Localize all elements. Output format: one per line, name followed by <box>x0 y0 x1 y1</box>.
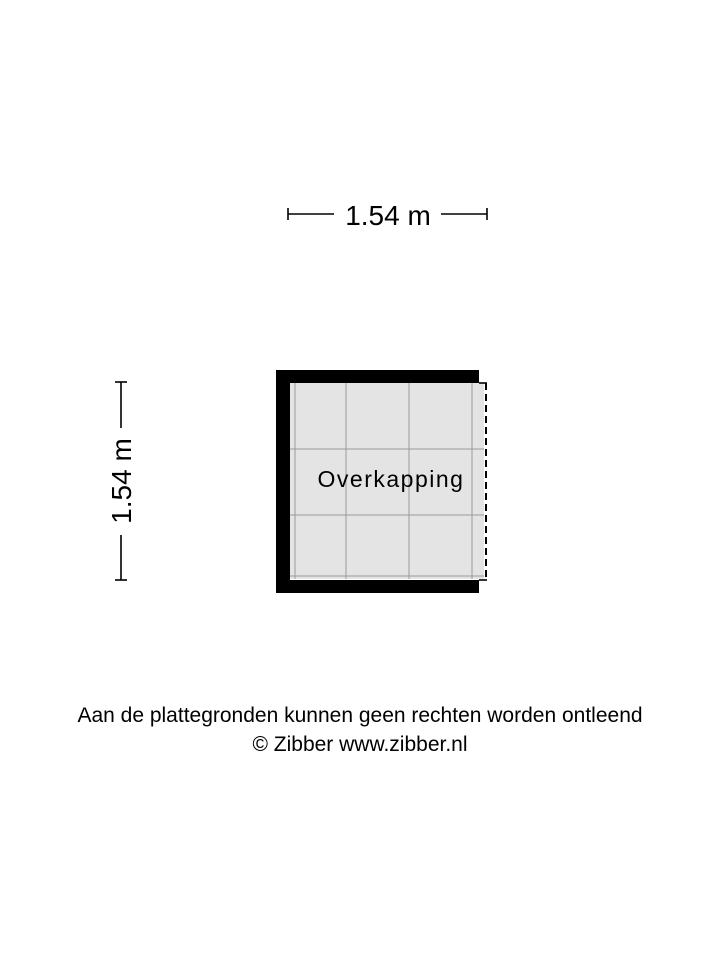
width-dim-label: 1.54 m <box>345 200 431 231</box>
copyright-text: © Zibber www.zibber.nl <box>252 733 468 756</box>
wall-left <box>276 370 290 593</box>
width-dimension <box>288 200 487 231</box>
disclaimer-text: Aan de plattegronden kunnen geen rechten worden ontleend <box>77 704 643 727</box>
height-dim-label: 1.54 m <box>106 438 137 524</box>
height-dimension <box>106 382 137 580</box>
room-label: Overkapping <box>317 466 465 492</box>
wall-bottom <box>276 580 479 593</box>
room-overkapping <box>276 370 487 593</box>
wall-top <box>276 370 479 383</box>
